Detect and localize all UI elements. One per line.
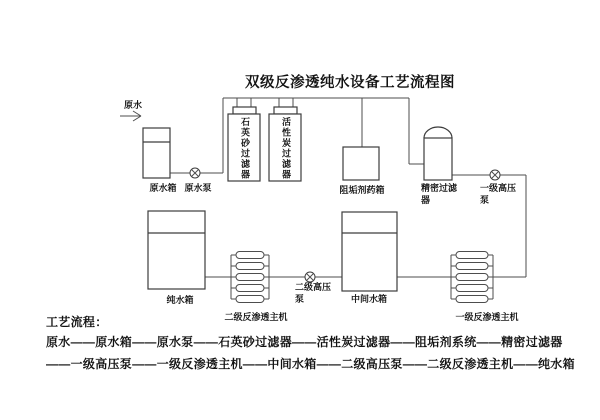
feed-arrow-icon [120, 111, 141, 121]
raw-water-tank [143, 128, 170, 178]
intermediate-tank [342, 212, 397, 291]
stage1-hp-pump [490, 170, 500, 180]
raw-water-pump [190, 168, 200, 178]
diagram-title: 双级反渗透纯水设备工艺流程图 [245, 75, 455, 91]
raw-water-pump-label: 原水泵 [184, 183, 212, 193]
process-flow-line1: 原水——原水箱——原水泵——石英砂过滤器——活性炭过滤器——阻垢剂系统——精密过滤器 [46, 335, 563, 349]
pure-water-tank-label: 纯水箱 [166, 295, 194, 305]
quartz-sand-filter-label: 石英砂过滤器 [240, 117, 250, 180]
raw-water-tank-label: 原水箱 [149, 183, 177, 193]
stage2-ro-unit [231, 252, 269, 303]
stage1-ro-unit-label: 一级反渗透主机 [455, 312, 519, 322]
activated-carbon-filter-label: 活性炭过滤器 [281, 117, 291, 180]
antiscalant-tank-label: 阻垢剂药箱 [339, 185, 385, 195]
process-flow-heading: 工艺流程： [46, 315, 108, 329]
feed-water-label: 原水 [124, 100, 143, 110]
intermediate-tank-label: 中间水箱 [350, 294, 387, 304]
stage1-ro-unit [451, 252, 493, 303]
precision-filter-label: 精密过滤器 [421, 183, 458, 205]
precision-filter [424, 127, 452, 180]
process-flow-line2: ——一级高压泵——一级反渗透主机——中间水箱——二级高压泵——二级反渗透主机——纯水箱 [46, 357, 575, 371]
stage2-hp-pump-label: 二级高压泵 [295, 282, 332, 304]
stage1-hp-pump-label: 一级高压泵 [480, 183, 517, 205]
antiscalant-tank [343, 147, 379, 180]
stage2-ro-unit-label: 二级反渗透主机 [224, 312, 288, 322]
pure-water-tank [148, 211, 205, 289]
